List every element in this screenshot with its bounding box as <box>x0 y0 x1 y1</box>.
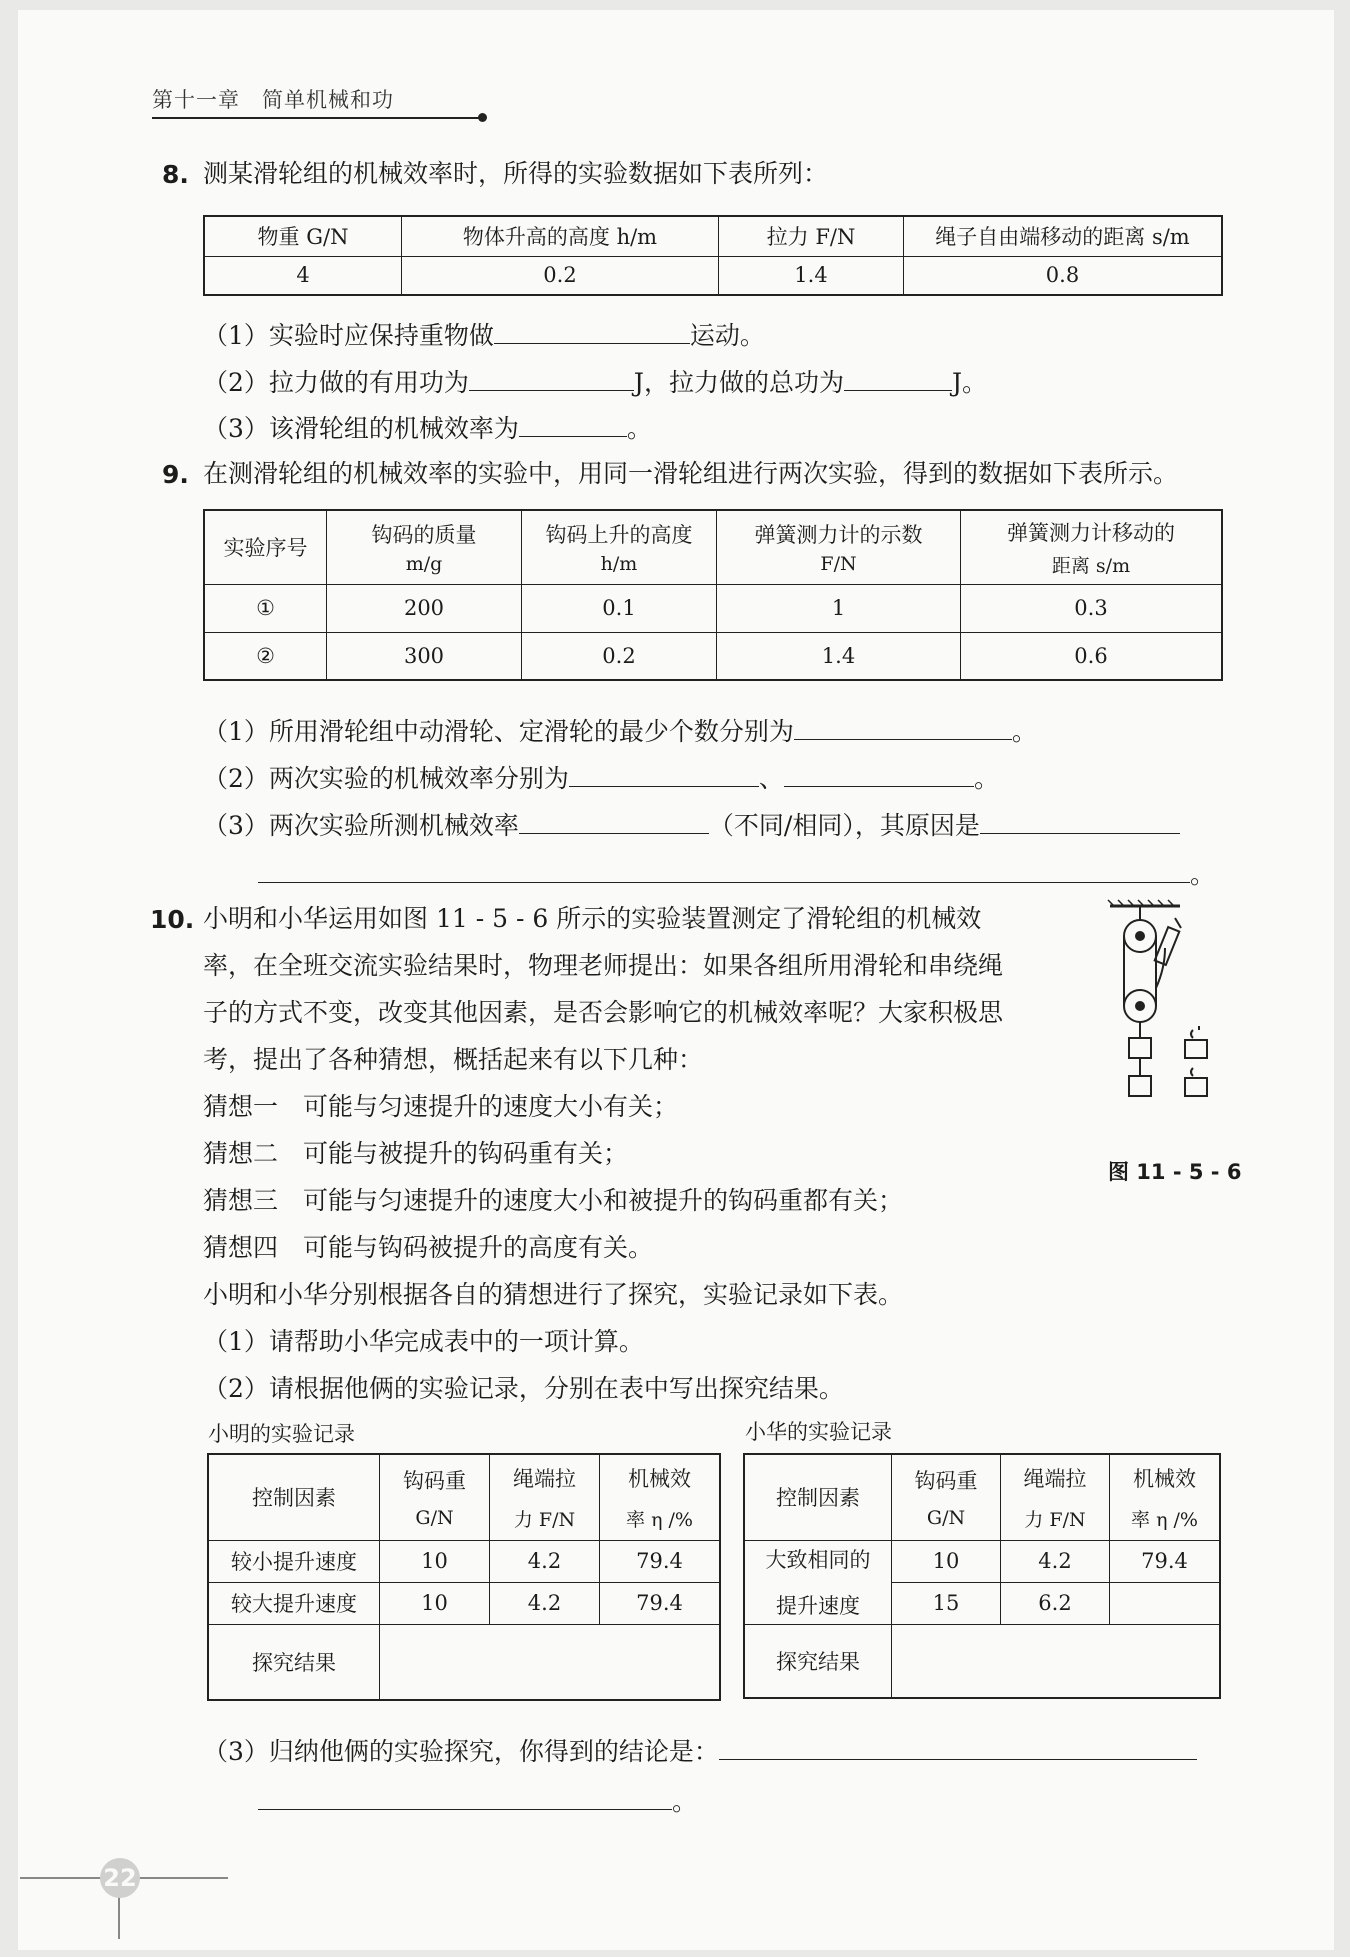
q9-header-mass-label: 钩码的质量 <box>371 523 477 548</box>
hua-header-efficiency-label: 机械效 <box>1133 1466 1196 1491</box>
ming-cell: 79.4 <box>600 1582 721 1624</box>
q9-header-force-label: 弹簧测力计的示数 <box>754 523 923 548</box>
q9-header-distance <box>961 510 1223 584</box>
q8-number: 8. <box>162 160 189 189</box>
q9-header-height-label: 钩码上升的高度 <box>545 523 693 548</box>
q9-number: 9. <box>162 460 189 489</box>
hua-header-weight-label: 钩码重 <box>914 1469 978 1494</box>
ming-header-force <box>490 1454 600 1540</box>
q8-header-height: 物体升高的高度 h/m <box>402 216 719 256</box>
q8-part2-text: （2）拉力做的有用功为 <box>203 368 469 397</box>
q9-cell: 0.6 <box>961 632 1223 680</box>
hua-record-table <box>743 1453 1221 1699</box>
q10-after: 小明和小华分别根据各自的猜想进行了探究，实验记录如下表。 <box>203 1280 904 1309</box>
q10-part3-text: （3）归纳他俩的实验探究，你得到的结论是： <box>203 1737 719 1766</box>
ming-header-weight-label: 钩码重 <box>403 1469 466 1494</box>
ming-cell: 10 <box>380 1582 490 1624</box>
q8-header-weight: 物重 G/N <box>204 216 402 256</box>
figure-caption: 图 11 - 5 - 6 <box>1108 1160 1242 1184</box>
q9-part3 <box>203 811 1180 838</box>
q8-header-force: 拉力 F/N <box>719 216 904 256</box>
q9-header-height <box>522 510 717 584</box>
q10-part3-continued <box>258 1787 697 1814</box>
q9-answer-blank[interactable] <box>784 764 974 787</box>
ming-cell: 较大提升速度 <box>208 1582 380 1624</box>
q9-cell: 0.1 <box>522 584 717 632</box>
q8-part1-text: （1）实验时应保持重物做 <box>203 321 494 350</box>
q9-header-distance-unit: 距离 s/m <box>1051 554 1131 577</box>
ming-header-efficiency-unit: 率 η /% <box>626 1508 693 1531</box>
q10-number: 10. <box>150 905 195 934</box>
q9-part1-tail: 。 <box>1011 717 1037 746</box>
hua-result-label: 探究结果 <box>744 1624 892 1698</box>
q8-cell: 1.4 <box>719 256 904 295</box>
hua-cell: 79.4 <box>1110 1540 1221 1582</box>
q9-part3-mid: （不同/相同），其原因是 <box>708 811 980 840</box>
q9-table <box>203 509 1223 681</box>
q8-answer-blank[interactable] <box>519 414 627 437</box>
page-number: 22 <box>100 1858 140 1898</box>
ming-header-efficiency <box>600 1454 721 1540</box>
hua-header-force-unit: 力 F/N <box>1024 1508 1086 1531</box>
q9-part3-continued <box>258 860 1215 887</box>
ming-header-weight-unit: G/N <box>415 1507 454 1530</box>
q9-cell: 0.2 <box>522 632 717 680</box>
q10-guess: 猜想二 可能与被提升的钩码重有关； <box>203 1139 629 1168</box>
q10-answer-blank[interactable] <box>258 1787 672 1810</box>
q10-guess: 猜想一 可能与匀速提升的速度大小有关； <box>203 1092 679 1121</box>
ming-result-label: 探究结果 <box>208 1624 380 1700</box>
q9-header-distance-label: 弹簧测力计移动的 <box>1007 520 1175 545</box>
q8-cell: 4 <box>204 256 402 295</box>
q10-guess: 猜想四 可能与钩码被提升的高度有关。 <box>203 1233 654 1262</box>
hua-header-weight <box>892 1454 1001 1540</box>
q9-cell: 200 <box>327 584 522 632</box>
hua-factor-line: 大致相同的 <box>765 1548 871 1572</box>
q9-answer-blank[interactable] <box>519 811 709 834</box>
q10-answer-blank[interactable] <box>719 1737 1197 1760</box>
q8-answer-blank[interactable] <box>844 368 952 391</box>
hua-header-efficiency <box>1110 1454 1221 1540</box>
ming-cell: 4.2 <box>490 1582 600 1624</box>
hua-header-factor: 控制因素 <box>744 1454 892 1540</box>
ming-header-force-unit: 力 F/N <box>513 1508 576 1531</box>
q8-cell: 0.2 <box>402 256 719 295</box>
hua-efficiency-answer-cell[interactable] <box>1110 1582 1221 1624</box>
pulley-apparatus-figure <box>1105 898 1225 1126</box>
hua-header-weight-unit: G/N <box>926 1507 966 1530</box>
q9-part2 <box>203 764 999 791</box>
hua-header-efficiency-unit: 率 η /% <box>1131 1508 1198 1531</box>
ming-cell: 4.2 <box>490 1540 600 1582</box>
q8-cell: 0.8 <box>904 256 1223 295</box>
q8-part3-tail: 。 <box>626 414 652 443</box>
q9-stem: 在测滑轮组的机械效率的实验中，用同一滑轮组进行两次实验，得到的数据如下表所示。 <box>203 459 1179 488</box>
ming-result-answer-area[interactable] <box>380 1624 721 1700</box>
q10-line: 率，在全班交流实验结果时，物理老师提出：如果各组所用滑轮和串绕绳 <box>203 951 1004 980</box>
q8-part2 <box>203 368 987 395</box>
hua-header-force <box>1001 1454 1110 1540</box>
q9-cell: 1.4 <box>717 632 961 680</box>
q10-after: （2）请根据他俩的实验记录，分别在表中写出探究结果。 <box>203 1374 844 1403</box>
ming-header-factor: 控制因素 <box>208 1454 380 1540</box>
q9-cell: 1 <box>717 584 961 632</box>
ming-cell: 79.4 <box>600 1540 721 1582</box>
hua-factor-cell <box>744 1540 892 1624</box>
ming-header-efficiency-label: 机械效 <box>628 1466 691 1491</box>
hua-cell: 15 <box>892 1582 1001 1624</box>
q9-cell: ① <box>204 584 327 632</box>
q9-answer-blank[interactable] <box>569 764 759 787</box>
q9-part1-text: （1）所用滑轮组中动滑轮、定滑轮的最少个数分别为 <box>203 717 794 746</box>
q8-header-distance: 绳子自由端移动的距离 s/m <box>904 216 1223 256</box>
q9-part2-tail: 。 <box>973 764 999 793</box>
q8-table <box>203 215 1223 296</box>
ming-cell: 10 <box>380 1540 490 1582</box>
q9-answer-blank[interactable] <box>258 860 1190 883</box>
q9-part1 <box>203 717 1037 744</box>
q9-header-mass <box>327 510 522 584</box>
chapter-header: 第十一章 简单机械和功 <box>152 88 394 112</box>
q8-part2-tail: J。 <box>951 368 987 397</box>
ming-table-caption: 小明的实验记录 <box>208 1422 355 1446</box>
header-rule-dot <box>478 113 487 122</box>
hua-cell: 4.2 <box>1001 1540 1110 1582</box>
ming-header-weight <box>380 1454 490 1540</box>
q9-answer-blank[interactable] <box>980 811 1180 834</box>
q8-answer-blank[interactable] <box>494 321 690 344</box>
q10-part3 <box>203 1737 1197 1764</box>
ming-cell: 较小提升速度 <box>208 1540 380 1582</box>
header-rule <box>152 117 480 119</box>
q10-after: （1）请帮助小华完成表中的一项计算。 <box>203 1327 644 1356</box>
ming-header-force-label: 绳端拉 <box>513 1466 576 1491</box>
q8-stem: 测某滑轮组的机械效率时，所得的实验数据如下表所列： <box>203 159 829 188</box>
q8-part3 <box>203 414 652 441</box>
hua-result-answer-area[interactable] <box>892 1624 1221 1698</box>
q10-line: 考，提出了各种猜想，概括起来有以下几种： <box>203 1045 704 1074</box>
q8-part1-tail: 运动。 <box>689 321 765 350</box>
q9-answer-blank[interactable] <box>794 717 1012 740</box>
q9-header-force-unit: F/N <box>820 553 857 576</box>
q9-part3-text: （3）两次实验所测机械效率 <box>203 811 519 840</box>
hua-table-caption: 小华的实验记录 <box>745 1420 892 1444</box>
q10-line: 小明和小华运用如图 11 - 5 - 6 所示的实验装置测定了滑轮组的机械效 <box>203 904 982 933</box>
q8-part3-text: （3）该滑轮组的机械效率为 <box>203 414 519 443</box>
q9-header-index: 实验序号 <box>204 510 327 584</box>
q9-header-force <box>717 510 961 584</box>
q8-part1 <box>203 321 765 348</box>
q9-cell: 300 <box>327 632 522 680</box>
q9-part3-tail: 。 <box>1190 860 1216 889</box>
q9-header-mass-unit: m/g <box>405 553 443 576</box>
q10-part3-tail: 。 <box>672 1787 698 1816</box>
q9-header-height-unit: h/m <box>600 553 638 576</box>
q9-cell: 0.3 <box>961 584 1223 632</box>
q8-part2-mid: J，拉力做的总功为 <box>633 368 844 397</box>
ming-record-table <box>207 1453 721 1701</box>
q9-part2-text: （2）两次实验的机械效率分别为 <box>203 764 569 793</box>
q9-cell: ② <box>204 632 327 680</box>
hua-cell: 6.2 <box>1001 1582 1110 1624</box>
q8-answer-blank[interactable] <box>469 368 634 391</box>
hua-factor-line: 提升速度 <box>776 1594 860 1618</box>
hua-header-force-label: 绳端拉 <box>1023 1466 1087 1491</box>
hua-cell: 10 <box>892 1540 1001 1582</box>
q9-part2-mid: 、 <box>758 764 784 793</box>
q10-line: 子的方式不变，改变其他因素，是否会影响它的机械效率呢？大家积极思 <box>203 998 1004 1027</box>
q10-guess: 猜想三 可能与匀速提升的速度大小和被提升的钩码重都有关； <box>203 1186 904 1215</box>
